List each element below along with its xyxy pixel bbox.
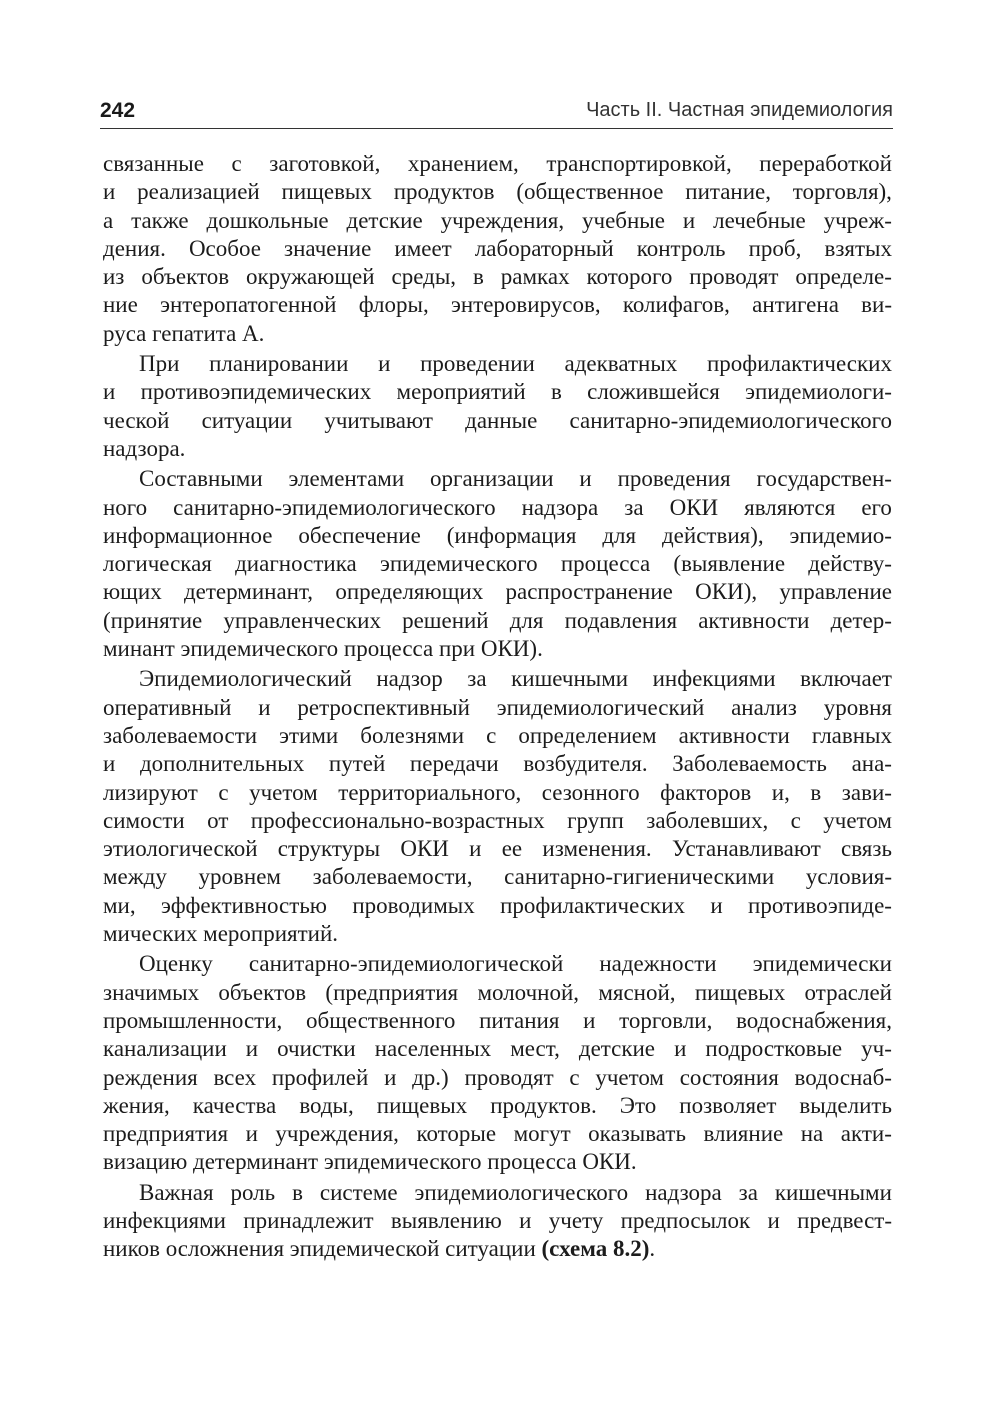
text-line [103, 892, 892, 920]
word: и [767, 1207, 780, 1233]
text-line [103, 750, 892, 778]
word: энтеропатогенной [160, 292, 337, 318]
word: учету [548, 1207, 604, 1233]
text-line [103, 665, 892, 693]
word: предпосылок [620, 1207, 751, 1233]
word: с [231, 151, 242, 176]
word: проводят [464, 1064, 554, 1090]
word: ОКИ), [695, 579, 758, 605]
word: и [103, 751, 116, 777]
text-line [103, 863, 892, 891]
word: ОКИ [669, 494, 719, 520]
text-line [103, 465, 892, 493]
word: роль [230, 1179, 276, 1205]
paragraph [103, 150, 892, 348]
word: окружающей [246, 264, 375, 290]
word: процесса [560, 551, 651, 577]
word: переработкой [759, 151, 892, 176]
word: и [384, 1064, 397, 1090]
word: канализации [103, 1036, 227, 1062]
word: уч- [861, 1036, 892, 1062]
word: возбудителя. [523, 751, 648, 777]
word: с [218, 779, 229, 805]
word: Важная [139, 1179, 214, 1205]
word: питания [479, 1007, 560, 1033]
word: лизируют [103, 779, 198, 805]
word: ретроспективный [297, 694, 470, 720]
word: инфекциями [652, 666, 776, 692]
text-line [103, 807, 892, 835]
word: структуры [277, 836, 381, 862]
text-line [103, 378, 892, 406]
word: в [292, 1179, 303, 1205]
word: учреждения, [275, 1121, 399, 1147]
word: эпидемиологи- [745, 379, 892, 405]
word: изменения. [542, 836, 652, 862]
word: кишечными [511, 666, 629, 692]
word: связь [841, 836, 892, 862]
text-line [103, 1064, 892, 1092]
word: также [131, 207, 189, 233]
word: активности [678, 722, 790, 748]
word: Составными [139, 466, 263, 492]
word: а [103, 207, 114, 233]
word: жения, [103, 1092, 170, 1118]
word: и [682, 207, 696, 233]
word: уровнем [198, 864, 281, 890]
text-line [103, 578, 892, 606]
word: подавления [564, 607, 678, 633]
word: за [738, 1179, 758, 1205]
word: симости [103, 807, 185, 833]
text-line [103, 263, 892, 291]
text-line [103, 1148, 892, 1176]
word: влияние [703, 1121, 784, 1147]
word: для [602, 522, 637, 548]
word: надзора [645, 1179, 722, 1205]
word: на [800, 1121, 824, 1147]
text-line [103, 522, 892, 550]
word: значение [284, 235, 372, 261]
word: элементами [288, 466, 405, 492]
paragraph [103, 465, 892, 663]
word: выделить [799, 1092, 892, 1118]
word: детские [346, 207, 423, 233]
word: имеет [394, 235, 452, 261]
word: подростковые [705, 1036, 843, 1062]
word: эффективностью [160, 892, 327, 918]
word: уровня [823, 694, 892, 720]
word: (общественное [516, 179, 664, 205]
word: учитывают [324, 407, 433, 433]
word: контроль [636, 235, 726, 261]
word: продуктов [393, 179, 495, 205]
text-line [103, 550, 892, 578]
word: этиологической [103, 836, 258, 862]
text-line [103, 207, 892, 235]
section-title: Часть II. Частная эпидемиология [586, 99, 893, 121]
word: из [103, 264, 125, 290]
word: определяющих [335, 579, 484, 605]
word: предприятия [103, 1121, 229, 1147]
text-line [103, 920, 892, 948]
word: главных [811, 722, 892, 748]
word: состояния [679, 1064, 779, 1090]
word: логическая [103, 551, 212, 577]
word: мест, [510, 1036, 560, 1062]
word: акти- [840, 1121, 892, 1147]
word: и [519, 1207, 532, 1233]
text-line [103, 291, 892, 319]
word: заболеваемости [103, 722, 258, 748]
word: пищевых [281, 179, 372, 205]
word: (принятие [103, 607, 203, 633]
word: транспортировкой, [546, 151, 732, 176]
text-line [103, 1179, 892, 1207]
word: хранением, [407, 151, 519, 176]
word: надзора [521, 494, 599, 520]
text-line [103, 407, 892, 435]
word: объектов [218, 979, 307, 1005]
word: инфекциями [103, 1207, 226, 1233]
word: очистки [277, 1036, 356, 1062]
paragraph [103, 350, 892, 463]
word: и [710, 892, 723, 918]
word: ников осложнения эпидемической ситуации [103, 1236, 542, 1262]
word: диагностика [235, 551, 357, 577]
word: и [579, 466, 592, 492]
word: профессионально-возрастных [250, 807, 545, 833]
word: ситуации [201, 407, 293, 433]
word: сложившейся [587, 379, 720, 405]
body-text [103, 150, 892, 1264]
word: питание, [685, 179, 771, 205]
text-line [103, 435, 892, 463]
word: реализацией [137, 179, 260, 205]
word: руса гепатита А. [103, 320, 265, 346]
word: мероприятий [396, 379, 526, 405]
word: Это [619, 1092, 657, 1118]
word: определением [518, 722, 657, 748]
word: в [810, 779, 822, 805]
word: колифагов, [622, 292, 730, 318]
text-line [103, 494, 892, 522]
word: дения. [103, 235, 166, 261]
word: ее [501, 836, 523, 862]
word: детерминант, [183, 579, 314, 605]
word: лабораторный [474, 235, 614, 261]
word: энтеровирусов, [450, 292, 601, 318]
word: заготовкой, [269, 151, 381, 176]
paragraph [103, 950, 892, 1176]
word: между [103, 864, 167, 890]
word: групп [567, 807, 624, 833]
word: передачи [409, 751, 499, 777]
word: государствен- [756, 466, 892, 492]
word: управление [779, 579, 892, 605]
word: проводимых [352, 892, 475, 918]
text-line [103, 1207, 892, 1235]
word: учреждения, [440, 207, 565, 233]
word: территориального, [338, 779, 522, 805]
word: ми, [103, 892, 136, 918]
word: организации [430, 466, 554, 492]
word: с [486, 722, 497, 748]
word: и [103, 179, 116, 205]
word: профилей [271, 1064, 369, 1090]
word: Заболеваемость [672, 751, 827, 777]
word: информационное [103, 522, 273, 548]
word: принадлежит [243, 1207, 374, 1233]
word: противоэпидемических [140, 379, 372, 405]
word: ющих [103, 579, 162, 605]
word: за [624, 494, 644, 520]
text-line [103, 950, 892, 978]
word: взятых [824, 235, 892, 261]
word: и [674, 1036, 687, 1062]
word: ви- [861, 292, 892, 318]
word: Эпидемиологический [139, 666, 352, 692]
word: объектов [141, 264, 230, 290]
word: учетом [595, 1064, 664, 1090]
word: населенных [374, 1036, 492, 1062]
word: эпидемио- [789, 522, 892, 548]
word: могут [513, 1121, 571, 1147]
word: определе- [795, 264, 892, 290]
word: общественного [306, 1007, 456, 1033]
word: визацию детерминант эпидемического процесса ОКИ. [103, 1149, 637, 1175]
word: ана- [851, 751, 892, 777]
word: ОКИ [400, 836, 449, 862]
word: (выявление [673, 551, 786, 577]
paragraph [103, 1179, 892, 1264]
figure-reference: (схема 8.2) [541, 1236, 650, 1262]
word: профилактических [706, 351, 892, 377]
word: мических мероприятий. [103, 921, 339, 947]
word: Оценку [139, 951, 213, 977]
text-line [103, 150, 892, 178]
word: эпидемического [379, 551, 538, 577]
word: дополнительных [139, 751, 305, 777]
word: проводят [689, 264, 779, 290]
word: являются [744, 494, 836, 520]
word: и [103, 379, 116, 405]
text-line [103, 635, 892, 663]
word: учетом [823, 807, 892, 833]
word: Устанавливают [671, 836, 821, 862]
word: торговли, [619, 1007, 713, 1033]
word: водоснаб- [794, 1064, 892, 1090]
word: зави- [841, 779, 892, 805]
word: продуктов. [490, 1092, 597, 1118]
text-line [103, 1120, 892, 1148]
word: и [258, 694, 271, 720]
word: профилактических [500, 892, 686, 918]
word: этими [279, 722, 339, 748]
word: флоры, [358, 292, 429, 318]
word: рамках [500, 264, 570, 290]
word: от [207, 807, 229, 833]
word: проведении [420, 351, 535, 377]
word: торговля), [792, 179, 892, 205]
text-line [103, 607, 892, 635]
word: детские [578, 1036, 656, 1062]
word: сезонного [541, 779, 640, 805]
word: обеспечение [298, 522, 421, 548]
word: выявлению [390, 1207, 502, 1233]
word: При [139, 351, 180, 377]
word: предвест- [797, 1207, 892, 1233]
word: антигена [752, 292, 839, 318]
word: для [509, 607, 544, 633]
word: реждения [103, 1064, 198, 1090]
word: (предприятия [325, 979, 459, 1005]
text-line [103, 1007, 892, 1035]
word: др.) [412, 1064, 449, 1090]
word: действу- [808, 551, 892, 577]
word: учебные [582, 207, 665, 233]
word: в [472, 264, 484, 290]
word: с [569, 1064, 580, 1090]
word: проведения [617, 466, 731, 492]
paragraph [103, 665, 892, 948]
word: ческой [103, 407, 170, 433]
word: Особое [188, 235, 261, 261]
word: ние [103, 292, 138, 318]
word: которые [416, 1121, 497, 1147]
word: и [245, 1121, 258, 1147]
word: кишечными [774, 1179, 892, 1205]
word: пищевых [376, 1092, 468, 1118]
word: эпидемически [752, 951, 892, 977]
word: данные [465, 407, 538, 433]
word: оперативный [103, 694, 232, 720]
word: санитарно-эпидемиологического [569, 407, 892, 433]
word: учетом [249, 779, 318, 805]
word: всех [213, 1064, 257, 1090]
word: детер- [830, 607, 892, 633]
word: планировании [209, 351, 349, 377]
text-line [103, 350, 892, 378]
word: управленческих [223, 607, 381, 633]
word: лечебные [713, 207, 806, 233]
text-line [103, 722, 892, 750]
word: и, [771, 779, 790, 805]
text-line [103, 979, 892, 1007]
text-line [103, 1092, 892, 1120]
word: воды, [299, 1092, 354, 1118]
text-line [103, 1235, 892, 1263]
word: анализ [731, 694, 797, 720]
word: заболевших, [646, 807, 769, 833]
word: промышленности, [103, 1007, 283, 1033]
word: водоснабжения, [736, 1007, 892, 1033]
text-line [103, 779, 892, 807]
word: факторов [660, 779, 752, 805]
word: среды, [391, 264, 457, 290]
text-line [103, 1035, 892, 1063]
word: позволяет [679, 1092, 777, 1118]
word: и [469, 836, 482, 862]
word: надежности [599, 951, 717, 977]
word: включает [800, 666, 892, 692]
word: связанные [103, 151, 204, 176]
word: надзор [376, 666, 443, 692]
text-line [103, 235, 892, 263]
word: ного [103, 494, 148, 520]
word: проб, [748, 235, 802, 261]
word: санитарно-эпидемиологического [173, 494, 496, 520]
word: болезнями [360, 722, 464, 748]
word: за [467, 666, 487, 692]
word: распространение [505, 579, 673, 605]
word: и [245, 1036, 259, 1062]
word: качества [192, 1092, 277, 1118]
word: и [583, 1007, 596, 1033]
word: и [378, 351, 391, 377]
word: санитарно-гигиеническими [504, 864, 775, 890]
word: (информация [446, 522, 577, 548]
word: его [861, 494, 892, 520]
word: санитарно-эпидемиологической [248, 951, 564, 977]
word: решений [402, 607, 489, 633]
word: надзора. [103, 435, 186, 461]
page-number: 242 [100, 99, 136, 122]
word: адекватных [564, 351, 678, 377]
word: молочной, [477, 979, 580, 1005]
running-header [100, 96, 893, 129]
text-line [103, 694, 892, 722]
word: действия), [661, 522, 764, 548]
word: минант эпидемического процесса при ОКИ). [103, 636, 543, 662]
word: эпидемиологического [414, 1179, 629, 1205]
word: которого [586, 264, 673, 290]
word: значимых [103, 979, 200, 1005]
word: дошкольные [206, 207, 329, 233]
word: противоэпиде- [748, 892, 892, 918]
word: оказывать [588, 1121, 686, 1147]
word: учреж- [823, 207, 892, 233]
text-line [103, 320, 892, 348]
word: путей [328, 751, 386, 777]
word: заболеваемости, [312, 864, 473, 890]
word: . [649, 1236, 656, 1262]
text-line [103, 178, 892, 206]
word: системе [319, 1179, 398, 1205]
word: в [550, 379, 562, 405]
word: с [790, 807, 801, 833]
word: эпидемиологический [496, 694, 705, 720]
word: пищевых [694, 979, 786, 1005]
word: условия- [805, 864, 892, 890]
word: отраслей [804, 979, 892, 1005]
word: мясной, [598, 979, 676, 1005]
text-line [103, 835, 892, 863]
word: активности [698, 607, 810, 633]
